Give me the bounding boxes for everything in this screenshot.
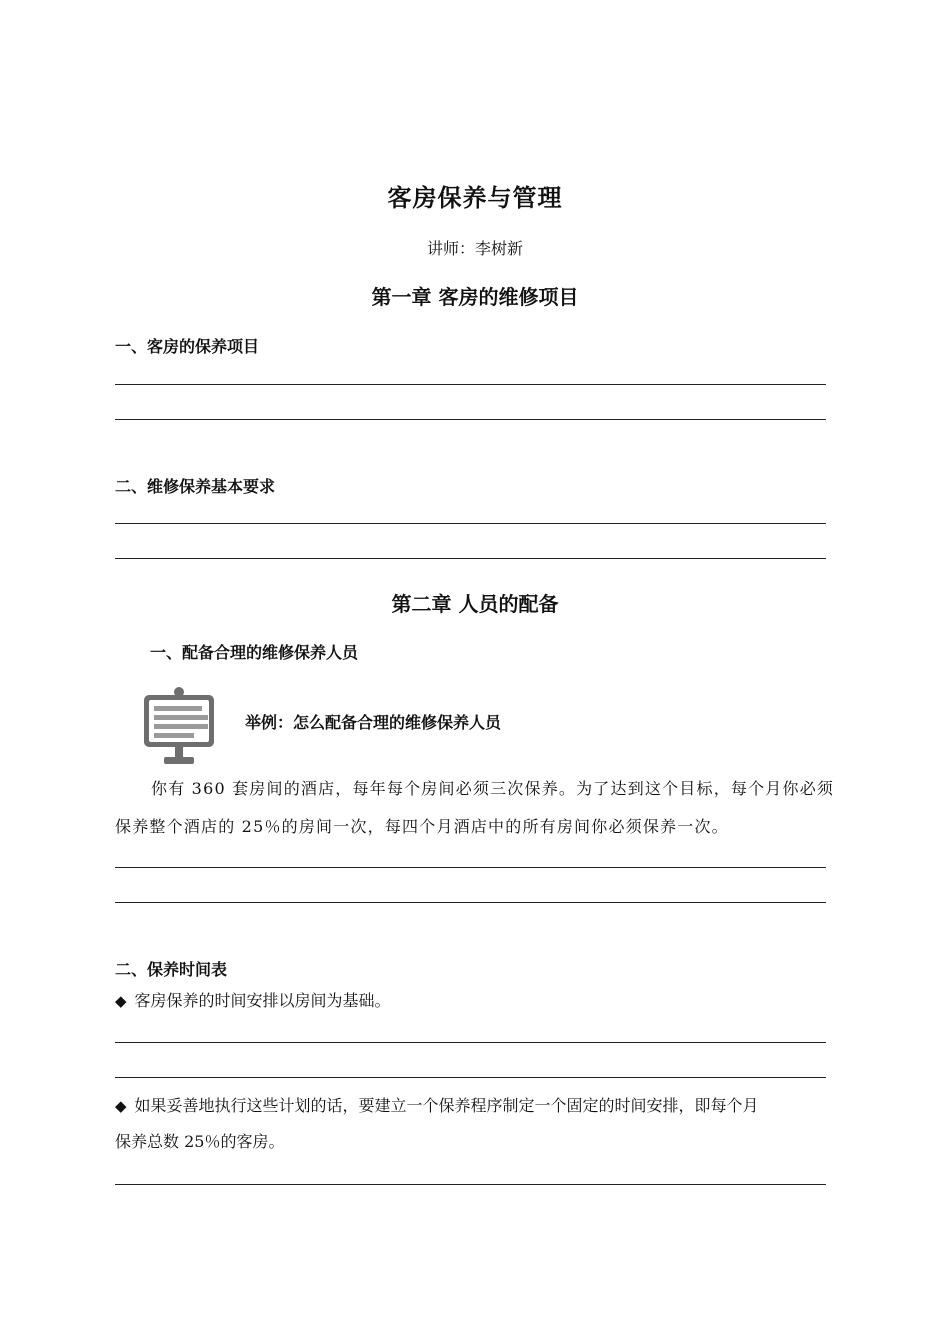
bullet-item-2-line-2: 保养总数 25％的客房。 <box>115 1132 285 1151</box>
chapter-1-section-1-heading: 一、客房的保养项目 <box>115 337 260 356</box>
chapter-1-heading: 第一章 客房的维修项目 <box>371 285 579 309</box>
lecturer-line: 讲师：李树新 <box>426 239 523 258</box>
document-title: 客房保养与管理 <box>387 184 563 212</box>
diamond-bullet-icon: ◆ <box>115 1097 127 1115</box>
example-heading: 举例：怎么配备合理的维修保养人员 <box>245 713 502 732</box>
diamond-bullet-icon: ◆ <box>115 992 127 1010</box>
chapter-2-section-2-heading: 二、保养时间表 <box>115 960 228 979</box>
example-paragraph-line-1: 你有 360 套房间的酒店，每年每个房间必须三次保养。为了达到这个目标，每个月你必须 <box>151 779 835 798</box>
note-line <box>115 384 826 385</box>
note-line <box>115 558 826 559</box>
note-line <box>115 419 826 420</box>
chapter-2-heading: 第二章 人员的配备 <box>391 592 559 616</box>
note-line <box>115 523 826 524</box>
presentation-screen-icon <box>142 686 216 766</box>
note-line <box>115 1184 826 1185</box>
note-line <box>115 1042 826 1043</box>
example-paragraph-line-2: 保养整个酒店的 25％的房间一次，每四个月酒店中的所有房间你必须保养一次。 <box>115 817 729 836</box>
chapter-1-section-2-heading: 二、维修保养基本要求 <box>115 477 276 496</box>
chapter-2-section-1-heading: 一、配备合理的维修保养人员 <box>150 643 359 662</box>
note-line <box>115 867 826 868</box>
bullet-item-2-text-line-1: 如果妥善地执行这些计划的话，要建立一个保养程序制定一个固定的时间安排，即每个月 <box>134 1096 759 1115</box>
bullet-item-1 <box>115 983 835 1019</box>
bullet-item-2 <box>115 1088 835 1124</box>
bullet-item-1-text: 客房保养的时间安排以房间为基础。 <box>134 991 391 1010</box>
note-line <box>115 1077 826 1078</box>
note-line <box>115 902 826 903</box>
